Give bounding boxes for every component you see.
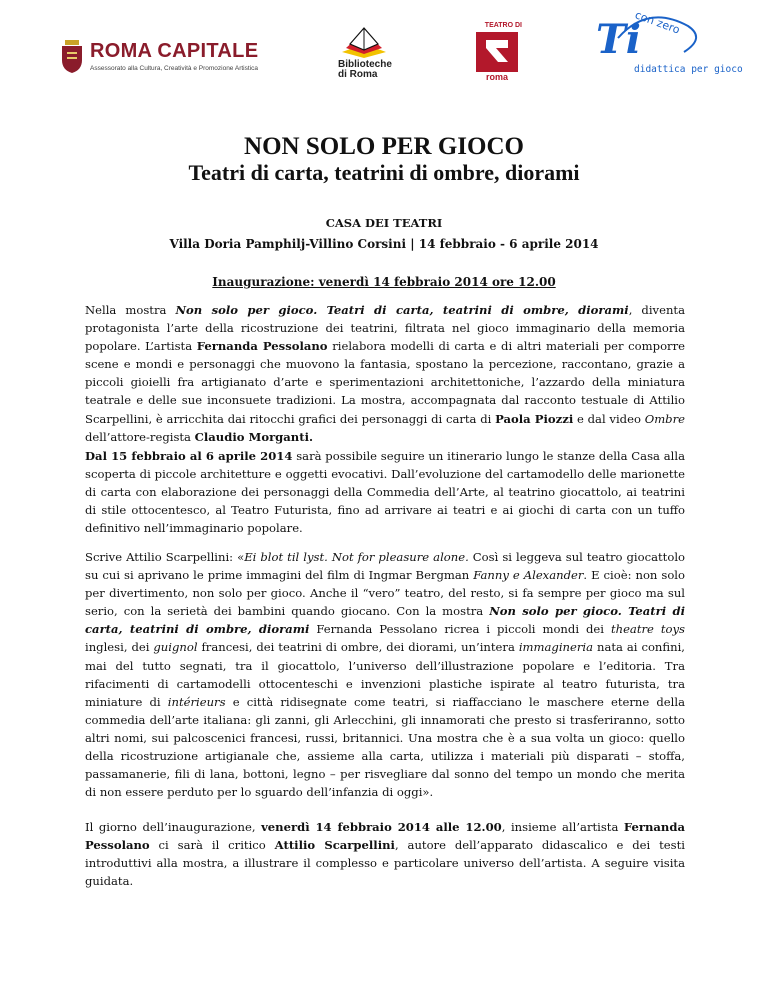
venue-name: CASA DEI TEATRI (325, 216, 443, 230)
document-subtitle: Teatri di carta, teatrini di ombre, diorami (188, 160, 580, 185)
paragraph-quote: Scrive Attilio Scarpellini: «Ei blot til lyst. Not for pleasure alone. Così si leggeva sul teatro giocattolo su cui si aprivano le prime immagini del film di Ingmar Bergman Fanny e Alexander. E cioè: non solo per divertimento, non solo per gioco. Anche il “vero” teatro, del resto, si fa sempre per gioco ma sul serio, con la serietà dei bambini quando giocano. Con la mostra Non solo per gioco. Teatri di carta, teatrini di ombre, diorami Fernanda Pessolano ricrea i piccoli mondi dei theatre toys inglesi, dei guignol francesi, dei teatrini di ombre, dei diorami, un’intera immagineria nata ai confini, mai del tutto segnati, tra il giocattolo, l’universo dell’illustrazione popolare e l’editoria. Tra rifacimenti di cartamodelli ottocenteschi e invenzioni plastiche ispirate al teatro futurista, tra miniature di intérieurs e città ridisegnate come teatri, si riaffacciano le maschere eterne della commedia dell’arte italiana: gli zanni, gli Arlecchini, gli innamorati che presto si trasferiranno, sotto altri nomi, sui palcoscenici francesi, russi, britannici. Una mostra che è a sua volta un gioco: quello della ricostruzione artigianale che, assieme alla carta, utilizza i materiali più disparati – stoffa, passamanerie, fili di lana, bottoni, legno – per risvegliare dal sonno del tempo un mondo che merita di non essere perduto per lo sguardo dell’infanzia di oggi». (85, 550, 686, 800)
biblioteche-label: Biblioteche di Roma (338, 59, 392, 80)
paragraph-intro: Nella mostra Non solo per gioco. Teatri di carta, teatrini di ombre, diorami, diventa protagonista l’arte della ricostruzione dei teatrini, filtrata nel gioco immaginario della memoria popolare. L’artista Fernanda Pessolano rielabora modelli di carta e di altri materiali per comporre scene e mondi e personaggi che muovono la fantasia, spostano la percezione, raccontano, grazie a piccoli gioielli fra artigianato d’arte e sperimentazioni architettoniche, l’azzardo della miniatura teatrale e delle sue inconsuete tradizioni. La mostra, accompagnata dal racconto testuale di Attilio Scarpellini, è arricchita dai ritocchi grafici dei personaggi di carta di Paola Piozzi e dal video Ombre dell’attore-regista Claudio Morganti. (85, 303, 686, 444)
paragraph-itinerary: Dal 15 febbraio al 6 aprile 2014 sarà possibile seguire un itinerario lungo le stanze della Casa alla scoperta di piccole architetture e oggetti evocativi. Dall’evoluzione del cartamodello delle marionette di carta con elaborazione dei personaggi della Commedia dell’Arte, al teatrino giocattolo, ai teatrini di stile ottocentesco, al Teatro Futurista, fino ad arrivare ai teatri e ai giochi di carta con un tuffo definitivo nell’immaginario popolare. (85, 449, 685, 536)
roma-capitale-logo (60, 38, 270, 78)
con-zero-script: con zero (633, 8, 682, 37)
books-icon (328, 22, 400, 60)
teatro-di-label: TEATRO DI (484, 22, 522, 29)
paragraph-inauguration: Il giorno dell’inaugurazione, venerdì 14 febbraio 2014 alle 12.00, insieme all’artista Fernanda Pessolano ci sarà il critico Attilio Scarpellini, autore dell’apparato didascalico e dei testi introduttivi alla mostra, a illustrare il complesso e particolare universo dell’artista. A seguire visita guidata. (85, 820, 685, 889)
tizero-tagline: didattica per gioco (634, 64, 743, 75)
roma-capitale-name: ROMA CAPITALE (90, 40, 259, 62)
inauguration-line: Inaugurazione: venerdì 14 febbraio 2014 ore 12.00 (212, 275, 556, 289)
venue-details: Villa Doria Pamphilj-Villino Corsini | 14 febbraio - 6 aprile 2014 (169, 237, 599, 251)
ti-mark: Ti (596, 16, 641, 63)
teatro-mark-icon (472, 30, 522, 72)
roma-label: roma (485, 72, 508, 82)
teatro-di-roma-logo (472, 22, 522, 84)
roma-crest-icon (60, 40, 84, 74)
logo-bar (0, 0, 768, 110)
biblioteche-di-roma-logo (328, 22, 400, 82)
roma-capitale-subtitle: Assessorato alla Cultura, Creatività e Promozione Artistica (90, 65, 258, 72)
tizero-logo (588, 8, 743, 80)
document-title: NON SOLO PER GIOCO (244, 133, 524, 160)
